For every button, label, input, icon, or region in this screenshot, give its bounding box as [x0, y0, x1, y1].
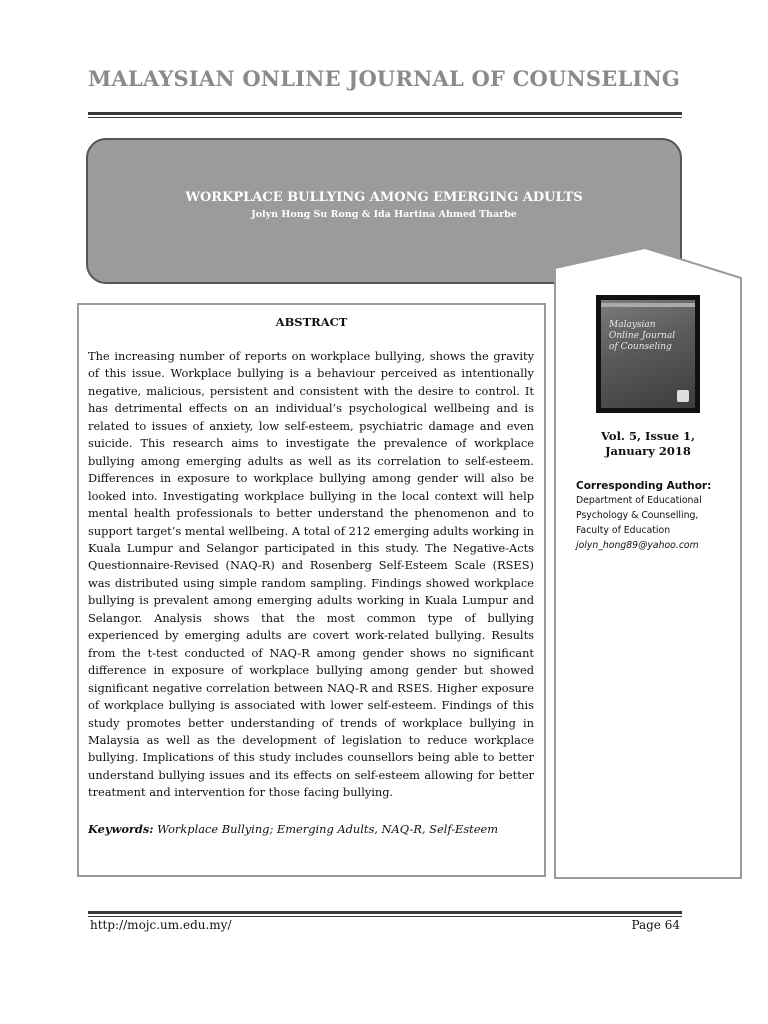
article-title: WORKPLACE BULLYING AMONG EMERGING ADULTS: [185, 190, 583, 205]
cover-logo-icon: [677, 390, 689, 402]
article-authors: Jolyn Hong Su Rong & Ida Hartina Ahmed Tharbe: [251, 209, 517, 220]
page-number: Page 64: [631, 918, 680, 932]
cover-title: Malaysian Online Journal of Counseling: [609, 320, 676, 352]
department-line-1: Department of Educational: [576, 495, 702, 506]
keywords: [88, 822, 534, 836]
department-line-3: Faculty of Education: [576, 525, 671, 536]
author-email: jolyn_hong89@yahoo.com: [576, 540, 699, 551]
header-rule-thin: [88, 117, 682, 118]
volume-line: Vol. 5, Issue 1,: [601, 429, 695, 443]
abstract-text: The increasing number of reports on workplace bullying, shows the gravity of this issue. Workplace bullying is a behaviour perceived as intentionally negative, malicious, persistent and consistent with the desire to control. It has detrimental effects on an individual’s psychological wellbeing and is related to issues of anxiety, low self-esteem, psychiatric damage and even suicide. This research aims to investigate the prevalence of workplace bullying among emerging adults as well as its correlation to self-esteem. Differences in exposure to workplace bullying among gender will also be looked into. Investigating workplace bullying in the local context will help mental health professionals to better understand the phenomenon and to support target’s mental wellbeing. A total of 212 emerging adults working in Kuala Lumpur and Selangor participated in this study. The Negative-Acts Questionnaire-Revised (NAQ-R) and Rosenberg Self-Esteem Scale (RSES) was distributed using simple random sampling. Findings showed workplace bullying is prevalent among emerging adults working in Kuala Lumpur and Selangor. Analysis shows that the most common type of bullying experienced by emerging adults are covert work-related bullying. Results from the t-test conducted of NAQ-R among gender shows no significant difference in exposure of workplace bullying among gender but showed significant negative correlation between NAQ-R and RSES. Higher exposure of workplace bullying is associated with lower self-esteem. Findings of this study promotes better understanding of trends of workplace bullying in Malaysia as well as the development of legislation to reduce workplace bullying. Implications of this study includes counsellors being able to better understand bullying issues and its effects on self-esteem allowing for better treatment and intervention for those facing bullying.: [88, 349, 534, 800]
keywords-value: Workplace Bullying; Emerging Adults, NAQ-R, Self-Esteem: [157, 822, 499, 836]
corresponding-author-label: Corresponding Author:: [576, 480, 712, 492]
cover-artwork: [601, 300, 695, 408]
journal-title: MALAYSIAN ONLINE JOURNAL OF COUNSELING: [87, 66, 680, 91]
date-line: January 2018: [605, 444, 691, 458]
keywords-label: Keywords:: [88, 822, 154, 836]
header-rule: [88, 112, 682, 115]
footer-url: http://mojc.um.edu.my/: [90, 918, 232, 932]
abstract-heading: ABSTRACT: [275, 315, 348, 329]
footer-rule: [88, 911, 682, 914]
journal-cover-image: [596, 295, 700, 413]
department-line-2: Psychology & Counselling,: [576, 510, 699, 521]
volume-issue: [555, 429, 741, 459]
footer-rule-thin: [88, 916, 682, 917]
cover-strip: [601, 303, 695, 307]
